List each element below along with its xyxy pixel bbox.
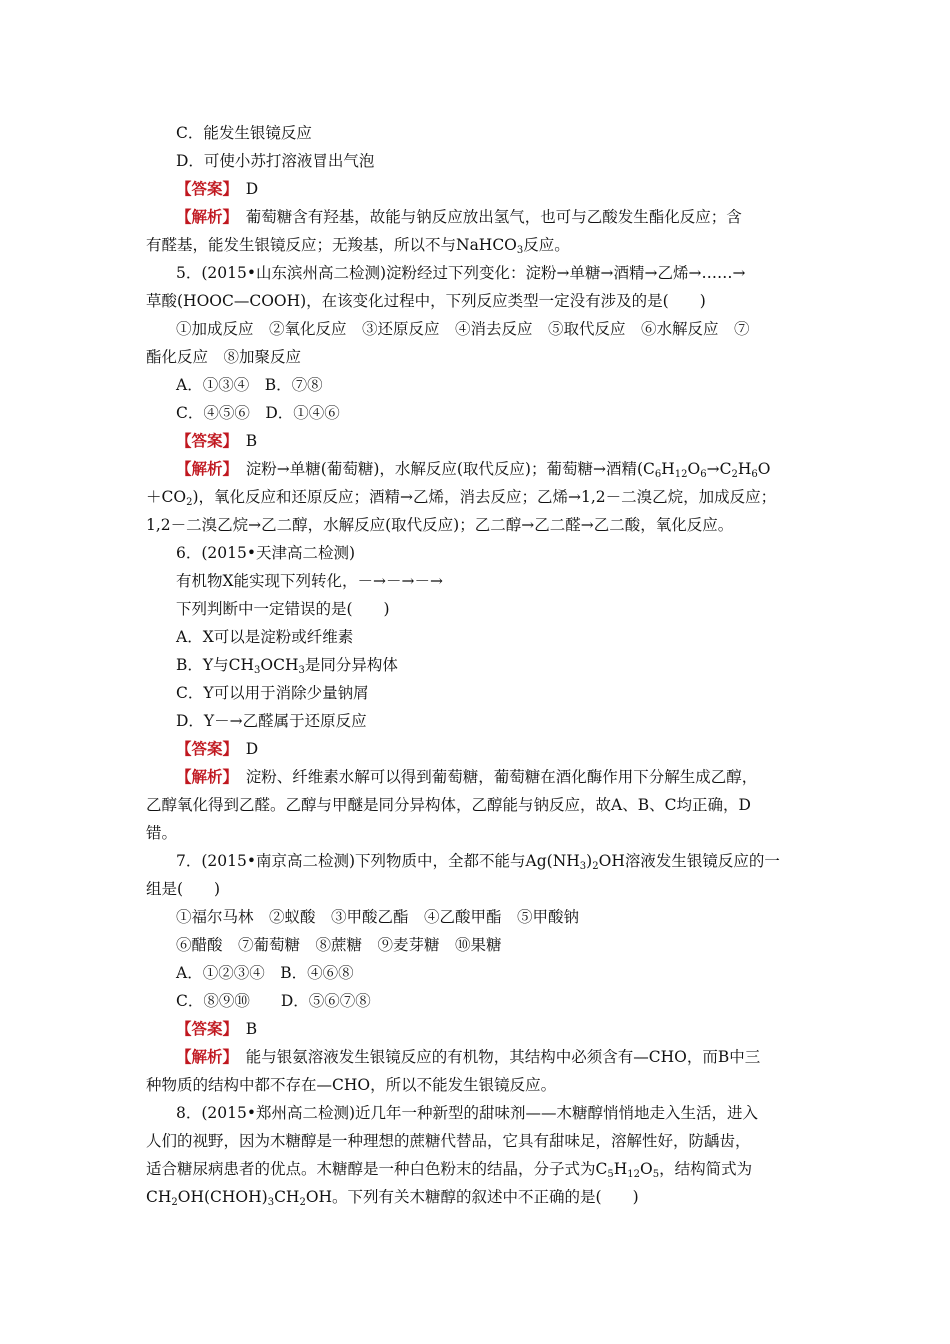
answer-label: 【答案】 [176,739,231,758]
q4-analysis-line-2: 有醛基，能发生银镜反应；无羧基，所以不与NaHCO$_3$反应。 [146,236,570,256]
q6-stem: 6．(2015•天津高二检测) [176,544,356,562]
answer-label: 【答案】 [176,179,231,198]
q7-list-line-1: ①福尔马林 ②蚁酸 ③甲酸乙酯 ④乙酸甲酯 ⑤甲酸钠 [176,908,580,926]
q6-option-c: C．Y可以用于消除少量钠屑 [176,684,369,702]
analysis-label: 【解析】 [176,1047,231,1066]
q5-list-line-1: ①加成反应 ②氧化反应 ③还原反应 ④消去反应 ⑤取代反应 ⑥水解反应 ⑦ [176,320,750,338]
q6-analysis-line-1: 【解析】 淀粉、纤维素水解可以得到葡萄糖，葡萄糖在酒化酶作用下分解生成乙醇， [176,767,758,786]
q7-analysis-line-1: 【解析】 能与银氨溶液发生银镜反应的有机物，其结构中必须含有—CHO，而B中三 [176,1047,761,1066]
q5-stem-line-2: 草酸(HOOC—COOH)，在该变化过程中，下列反应类型一定没有涉及的是( ) [146,292,706,310]
q7-list-line-2: ⑥醋酸 ⑦葡萄糖 ⑧蔗糖 ⑨麦芽糖 ⑩果糖 [176,936,502,954]
q6-analysis-line-3: 错。 [146,824,178,842]
q6-analysis-line-2: 乙醇氧化得到乙醛。乙醇与甲醚是同分异构体，乙醇能与钠反应，故A、B、C均正确，D [146,796,751,814]
q5-stem-line-1: 5．(2015•山东滨州高二检测)淀粉经过下列变化：淀粉→单糖→酒精→乙烯→……→ [176,264,746,282]
q7-analysis-line-2: 种物质的结构中都不存在—CHO，所以不能发生银镜反应。 [146,1076,557,1094]
q6-answer: 【答案】 D [176,739,259,758]
q5-options-ab: A．①③④ B．⑦⑧ [176,376,323,394]
q7-options-ab: A．①②③④ B．④⑥⑧ [176,964,354,982]
q6-option-d: D．Y－→乙醛属于还原反应 [176,712,367,730]
q6-stem-line-3: 下列判断中一定错误的是( ) [176,600,390,618]
q5-answer: 【答案】 B [176,431,258,450]
q4-option-d: D．可使小苏打溶液冒出气泡 [176,152,375,170]
q5-analysis-line-3: 1,2－二溴乙烷→乙二醇，水解反应(取代反应)；乙二醇→乙二醛→乙二酸，氧化反应。 [146,516,734,534]
analysis-label: 【解析】 [176,459,231,478]
q4-analysis-line-1: 【解析】 葡萄糖含有羟基，故能与钠反应放出氢气，也可与乙酸发生酯化反应；含 [176,207,742,226]
q5-options-cd: C．④⑤⑥ D．①④⑥ [176,404,340,422]
q5-list-line-2: 酯化反应 ⑧加聚反应 [146,348,302,366]
analysis-label: 【解析】 [176,207,231,226]
q8-stem-line-3: 适合糖尿病患者的优点。木糖醇是一种白色粉末的结晶，分子式为$C_5H_{12}O_5$，结构简式为 [146,1160,753,1180]
q8-stem-line-4: $CH_2OH(CHOH)_3CH_2OH$。下列有关木糖醇的叙述中不正确的是( ) [146,1188,639,1208]
q7-stem-line-2: 组是( ) [146,880,221,898]
q5-analysis-line-1: 【解析】 淀粉→单糖(葡萄糖)，水解反应(取代反应)；葡萄糖→酒精($C_6H_{12}O_6\to C_2H_6O$ [176,459,771,480]
q8-stem-line-1: 8．(2015•郑州高二检测)近几年一种新型的甜味剂——木糖醇悄悄地走入生活，进入 [176,1104,759,1122]
q8-stem-line-2: 人们的视野，因为木糖醇是一种理想的蔗糖代替品，它具有甜味足，溶解性好，防龋齿， [146,1132,751,1150]
answer-label: 【答案】 [176,1019,231,1038]
q7-options-cd: C．⑧⑨⑩ D．⑤⑥⑦⑧ [176,992,371,1010]
q7-answer: 【答案】 B [176,1019,258,1038]
q5-analysis-line-2: $+CO_2$)，氧化反应和还原反应；酒精→乙烯，消去反应；乙烯→1,2－二溴乙烷，加成反应； [146,488,777,508]
q6-option-b: B．Y与$CH_3OCH_3$是同分异构体 [176,656,398,676]
q4-option-c: C．能发生银镜反应 [176,124,312,142]
q7-stem-line-1: 7．(2015•南京高二检测)下列物质中，全都不能与$Ag(NH_3)_2OH$溶液发生银镜反应的一 [176,852,780,872]
q4-answer: 【答案】 D [176,179,259,198]
analysis-label: 【解析】 [176,767,231,786]
q6-option-a: A．X可以是淀粉或纤维素 [176,628,354,646]
q6-stem-line-2: 有机物X能实现下列转化，－→－→－→ [176,572,443,590]
answer-label: 【答案】 [176,431,231,450]
